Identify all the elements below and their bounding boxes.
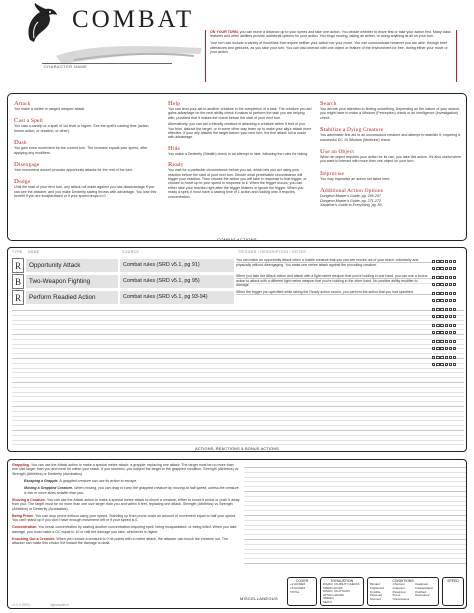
usage-checkboxes[interactable] [432, 297, 464, 304]
action-title-improvise: Improvise [320, 169, 345, 177]
table-row[interactable] [12, 290, 432, 305]
column-header-source: SOURCE [122, 250, 140, 254]
conditions-box [367, 577, 439, 606]
standard-actions-panel [7, 93, 467, 241]
rule-lead: Grappling. [12, 463, 30, 467]
condition-petrified[interactable]: Petrified [415, 589, 426, 594]
usage-checkboxes[interactable] [432, 354, 464, 361]
action-text: You make a Dexterity (Stealth) check in an attempt to hide, following the rules for hiding. [168, 151, 309, 156]
misc-rules-text [12, 463, 240, 549]
intro-text: Your turn can include a variety of flourishes that require neither your action nor your move. You can communicate however you are able, through brief utterances and gestures, as you take your turn. You can also interact with one object or feature of the environment for free, during either your move or your action. [210, 41, 448, 55]
exhaustion-level[interactable]: DISADV. ON ABILITY CHECKS [323, 583, 360, 586]
rule-being-prone [12, 514, 240, 523]
actions-reactions-bonus-label: ACTIONS, REACTIONS & BONUS ACTIONS [195, 447, 279, 451]
action-text: You may improvise an action not listed here. [320, 176, 391, 181]
exhaustion-level[interactable]: SPEED 0 [323, 597, 334, 601]
cover-items[interactable] [288, 583, 316, 594]
rule-lead: Concentration. [12, 525, 38, 530]
usage-checkboxes[interactable] [432, 281, 464, 288]
usage-checkboxes[interactable] [432, 338, 464, 345]
usage-checkboxes[interactable] [432, 306, 464, 313]
conditions-title: CONDITIONS [392, 579, 414, 583]
rule-text: You can use the Attack action to make a special melee attack, a grapple, replacing one attack. The target must be no more than one size larger than you and must be within your reach. If you succeed, you subject the target to the grappled condition. Strength (Athletics) vs Strength (Athletics) or Dexterity (Acrobatics). [12, 463, 239, 476]
action-description-cell[interactable]: When you take the Attack action and attack with a light melee weapon that you're holding in one hand, you can use a bonus action to attack with a different light melee weapon that you're holding in the other hand. No positive ability modifier to damage. [236, 274, 432, 288]
actions-column-3 [320, 98, 464, 207]
author-footer: highway8rich [50, 603, 69, 607]
action-title-disengage: Disengage [14, 161, 40, 169]
action-text: You devote your attention to finding something. Depending on the nature of your search, you might have to make a Wisdom (Perception) check or an Intelligence (Investigation) check. [320, 107, 461, 120]
condition-poisoned[interactable]: Poisoned [370, 593, 383, 598]
condition-paralyzed[interactable]: Paralyzed [392, 589, 406, 594]
rule-lead: Shoving a Creature. [12, 497, 46, 502]
condition-deafened[interactable]: Deafened [415, 582, 428, 586]
blank-action-rows[interactable] [12, 306, 464, 446]
rule-escaping-grapple [12, 479, 240, 483]
action-type-cell[interactable]: B [12, 274, 24, 289]
action-text: Until the start of your next turn, any attack roll made against you has disadvantage if you can see the attacker, and you make Dexterity saving throws with advantage. You lose this benefit if you are incapacitated or if your speed drops to 0. [14, 185, 157, 199]
rule-lead: Knocking Out a Creature. [12, 537, 56, 542]
usage-checkboxes[interactable] [432, 258, 464, 265]
action-title-use-an-object: Use an Object [320, 148, 355, 156]
action-title-additional-options: Additional Action Options [320, 187, 384, 195]
combat-actions-label: COMBAT ACTIONS [217, 237, 257, 242]
rule-knocking-out [12, 537, 240, 546]
intro-lead: ON YOUR TURN, [210, 30, 239, 34]
usage-checkboxes[interactable] [432, 265, 464, 272]
cover-item[interactable]: +5 AC/DEX [290, 585, 306, 590]
action-title-search: Search [320, 100, 337, 107]
action-text: Alternatively, you can aid a friendly creature in attacking a creature within 5 feet of you. You feint, distract the target, or in some other way team up to make your ally's attack more effective. If your ally attacks the target before your next turn, the first attack roll is made with advantage. [168, 122, 312, 140]
version-footer: v1.0.2 (RED) [12, 603, 31, 607]
cover-item[interactable]: TOTAL [290, 589, 300, 594]
usage-checkboxes[interactable] [432, 290, 464, 297]
table-header-row [12, 250, 464, 257]
action-title-attack: Attack [14, 100, 31, 107]
actions-column-1 [14, 98, 158, 199]
action-title-cast-a-spell: Cast a Spell [14, 117, 43, 125]
condition-blinded[interactable]: Blinded [370, 582, 380, 586]
speed-box[interactable] [442, 577, 464, 606]
rule-concentration [12, 525, 240, 534]
rule-text: You can drop prone without using your speed. Standing up from prone costs an amount of movement equal to half your speed. You can't stand up if you don't have enough movement left or if your speed is 0. [12, 513, 237, 523]
action-name-cell[interactable]: Two-Weapon Fighting [26, 275, 118, 288]
rule-text: When you reduce a creature to 0 hit points with a melee attack, the attacker can knock the creature out. The attacker can make this choice the instant the damage is dealt. [12, 537, 229, 546]
actions-column-2 [168, 98, 312, 199]
action-title-ready: Ready [168, 161, 184, 169]
rule-text: A grappled creature can use its action to escape. [58, 479, 138, 484]
header [0, 0, 474, 86]
action-text: You can lend your aid to another creature in the completion of a task. The creature you aid gains advantage on the next ability check it makes to perform the task you are helping with, provided that it makes the check before the start of your next turn. [168, 107, 312, 120]
condition-charmed[interactable]: Charmed [392, 582, 405, 586]
usage-checkboxes[interactable] [432, 329, 464, 336]
condition-incapacitated[interactable]: Incapacitated [415, 585, 433, 590]
action-description-cell[interactable]: When the trigger you specified while taking the Ready action occurs, you perform the action that you had specified. [236, 290, 432, 295]
turn-intro [205, 30, 457, 82]
column-header-name: NAME [28, 250, 40, 254]
action-title-stabilize: Stabilize a Dying Creature [320, 126, 384, 134]
rule-grappling [12, 463, 240, 476]
exhaustion-box [320, 577, 364, 606]
rule-lead: Being Prone. [12, 513, 35, 518]
column-header-type: TYPE [12, 250, 23, 254]
rule-text: You break concentration by casting another concentration-requiring spell, being incapacitated, or being killed. When you take damage, you must make a DC equal to 10 or half the damage you take, whichever is higher. [12, 525, 237, 534]
condition-prone[interactable]: Prone [392, 593, 401, 598]
rule-shoving [12, 498, 240, 511]
misc-notes-lines[interactable] [244, 463, 466, 567]
table-row[interactable] [12, 274, 432, 289]
condition-invisible[interactable]: Invisible [370, 589, 381, 594]
table-row[interactable] [12, 258, 432, 273]
action-description-cell[interactable]: You can make an opportunity attack when a hostile creature that you can see moves out of your reach. voluntarily and physically without disengaging. You make one melee attack against the provoking creature. [236, 258, 432, 267]
condition-grappled[interactable]: Grappled [392, 585, 405, 590]
action-title-help: Help [168, 100, 181, 107]
exhaustion-level[interactable]: DEATH [323, 600, 332, 604]
usage-checkboxes[interactable] [432, 322, 464, 329]
rule-lead: Escaping a Grapple. [24, 479, 59, 484]
action-title-dodge: Dodge [14, 178, 31, 186]
action-name-cell[interactable]: Perform Readied Action [26, 291, 118, 304]
action-title-dash: Dash [14, 139, 27, 147]
exhaustion-level[interactable]: HP MAX HALVED [323, 593, 344, 597]
condition-unconscious[interactable]: Unconscious [392, 597, 410, 602]
cover-item[interactable]: +2 AC/DEX [290, 582, 306, 586]
action-type-cell[interactable]: R [12, 258, 24, 273]
action-type-cell[interactable]: R [12, 290, 24, 305]
usage-checkboxes[interactable] [432, 361, 464, 368]
action-source-cell[interactable]: Combat rules (SRD v5.1, pg 95) [120, 275, 234, 288]
action-source-cell[interactable]: Combat rules (SRD v5.1, pg 93-94) [120, 291, 234, 304]
intro-paragraph-2 [210, 41, 452, 54]
rule-text: When moving, you can drag or carry the grappled creature by moving at half speed, unless the creature is two or more sizes smaller than you. [24, 486, 239, 495]
condition-restrained[interactable]: Restrained [415, 593, 430, 598]
usage-checkboxes[interactable] [432, 345, 464, 352]
rule-moving-grappled [12, 486, 240, 495]
action-text: You administer first aid to an unconscious creature and attempt to stabilize it, requiring a successful DC 10 Wisdom (Medicine) check. [320, 133, 461, 142]
action-references: Dungeon Master's Guide, pg. 266-267 Dungeon Master's Guide, pg. 271-272 Xanathar's Guide to Everything, pg. 85 [320, 194, 382, 208]
cover-title: COVER [295, 579, 309, 583]
intro-paragraph-1 [210, 30, 452, 39]
exhaustion-level[interactable]: DISADV. ON ATTACKS [323, 590, 350, 594]
action-text: You gain extra movement for the current turn. The increase equals your speed, after applying any modifiers. [14, 146, 148, 155]
page-title: COMBAT [72, 6, 195, 33]
character-name-label: CHARACTER NAME [44, 64, 88, 69]
action-title-hide: Hide [168, 144, 181, 152]
exhaustion-level[interactable]: SPEED HALVED [323, 586, 343, 590]
condition-frightened[interactable]: Frightened [370, 585, 384, 590]
action-text: You wait for a particular circumstance before you act, which lets you act using your reaction before the start of your next turn. Decide what perceivable circumstance will trigger your reaction. Then choose the action you will take in response to that trigger, or choose to move up to your speed in response to it. When the trigger occurs, you can either take your reaction right after the trigger finishes or ignore the trigger. When you ready a spell, it must have a casting time of 1 action and holding onto it requires concentration. [168, 168, 307, 199]
speed-title: SPEED [447, 579, 459, 583]
intro-text: you can move a distance up to your speed and take one action. You decide whether to move first or take your action first. Many class features and other abilities provide additional options for your action. You forgo moving, taking an action, or doing anything at all on your turn. [210, 30, 451, 39]
miscellaneous-label: MISCELLANEOUS [240, 596, 278, 601]
conditions-grid[interactable] [368, 583, 438, 602]
rule-lead: Moving a Grappled Creature. [24, 486, 74, 491]
action-name-cell[interactable]: Opportunity Attack [26, 259, 118, 272]
action-text: You make a melee or ranged weapon attack. [14, 107, 86, 111]
usage-checkboxes[interactable] [432, 313, 464, 320]
exhaustion-items[interactable] [321, 583, 363, 605]
action-source-cell[interactable]: Combat rules (SRD v5.1, pg 91) [120, 259, 234, 272]
rule-text: You can use the Attack action to make a special melee attack to shove a creature, either to knock it prone or push it away from you. The target must be no more than one size larger than you and within 5 feet, replacing one attack. Strength (Athletics) vs Strength (Athletics) or Dexterity (Acrobatics). [12, 497, 240, 511]
exhaustion-title: EXHAUSTION [330, 579, 354, 583]
action-text: Your movement doesn't provoke opportunity attacks for the rest of the turn. [14, 168, 133, 173]
usage-checkbox-column [432, 258, 464, 378]
action-text: When an object requires your action for its use, you take this action. It's also useful when you want to interact with more than one object on your turn. [320, 155, 462, 164]
cover-box [287, 577, 317, 606]
action-text: You cast a cantrip or a spell of 1st level or higher. See the spell's casting time (action, bonus action, or reaction, or other). [14, 124, 150, 133]
condition-stunned[interactable]: Stunned [370, 597, 381, 602]
usage-checkboxes[interactable] [432, 274, 464, 281]
dragon-logo-icon [24, 2, 58, 44]
column-header-trigger: TRIGGER / DESCRIPTION / NOTES [238, 250, 307, 254]
